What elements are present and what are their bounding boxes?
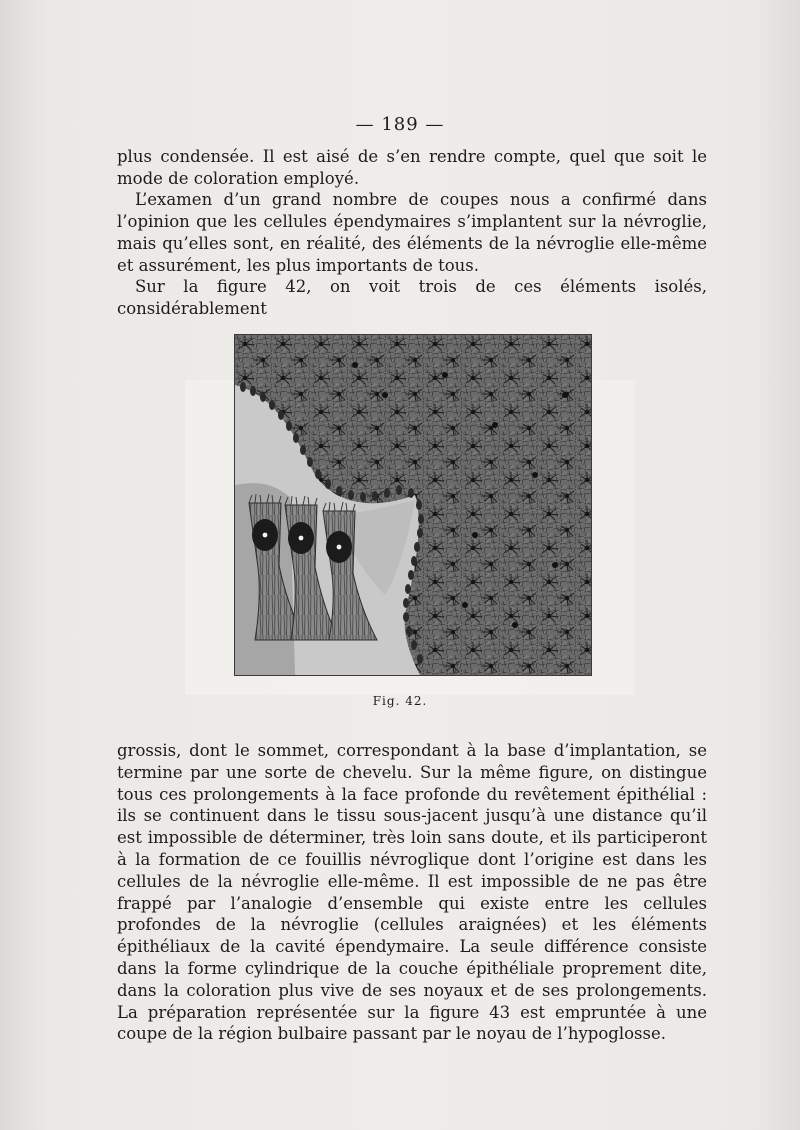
page-number: — 189 — bbox=[355, 114, 445, 135]
bottom-text-block bbox=[117, 740, 707, 1045]
paragraph-continuation: plus condensée. Il est aisé de s’en rendre compte, quel que soit le mode de coloration employé. bbox=[117, 147, 707, 188]
top-text-block bbox=[117, 146, 707, 320]
paragraph-description: grossis, dont le sommet, correspondant à la base d’implantation, se termine par une sorte de chevelu. Sur la même figure, on distingue tous ces prolongements à la face profonde du revêtement épithélial : ils se continuent dans le tissu sous-jacent jusqu’à une distance qu’il est impossible de déterminer, très loin sans doute, et ils participeront à la formation de ce fouillis névroglique dont l’origine est dans les cellules de la névroglie elle-même. Il est impossible de ne pas être frappé par l’analogie d’ensemble qui existe entre les cellules profondes de la névroglie (cellules araignées) et les éléments épithéliaux de la cavité épendymaire. La seule différence consiste dans la forme cylindrique de la couche épithéliale proprement dite, dans la coloration plus vive de ses noyaux et de ses prolongements. La préparation représentée sur la figure 43 est empruntée à une coupe de la région bulbaire passant par le noyau de l’hypoglosse. bbox=[117, 741, 707, 1044]
histology-drawing bbox=[235, 335, 591, 675]
figure-42-illustration bbox=[235, 335, 591, 675]
paragraph-examen: L’examen d’un grand nombre de coupes nous a confirmé dans l’opinion que les cellules épendymaires s’implantent sur la névroglie, mais qu’elles sont, en réalité, des éléments de la névroglie elle-même et assurément, les plus importants de tous. bbox=[117, 190, 707, 275]
figure-caption: Fig. 42. bbox=[372, 694, 428, 708]
paragraph-figure-intro: Sur la figure 42, on voit trois de ces éléments isolés, considérablement bbox=[117, 277, 707, 318]
